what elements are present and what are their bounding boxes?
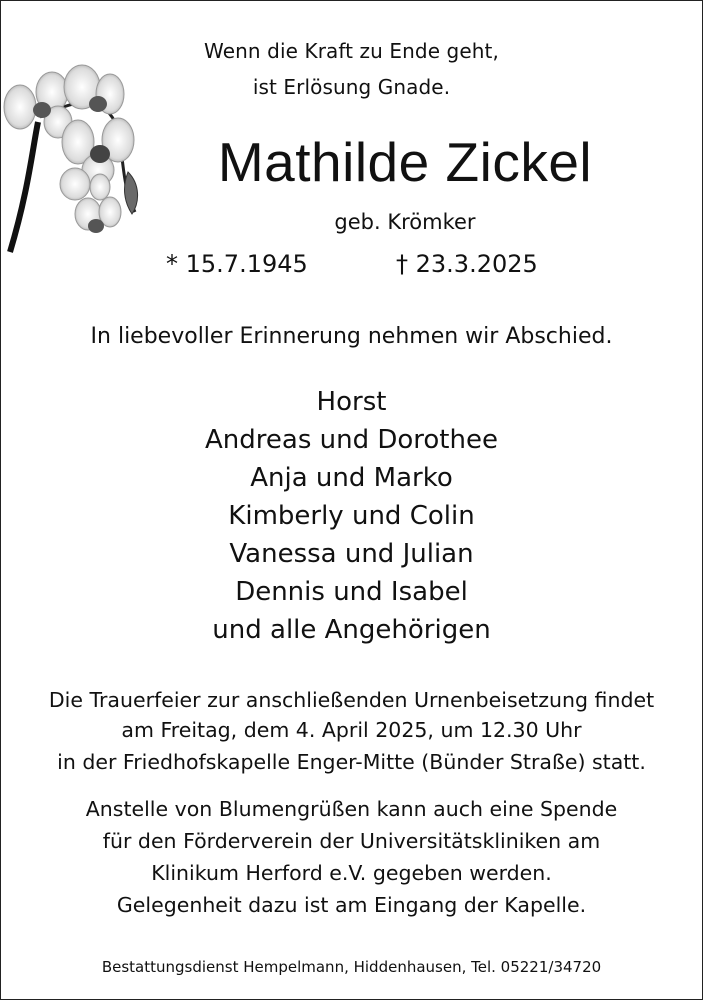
donation-line: Klinikum Herford e.V. gegeben werden. <box>151 861 552 885</box>
death-date: † 23.3.2025 <box>396 250 538 278</box>
family-member: und alle Angehörigen <box>212 615 491 645</box>
maiden-name: geb. Krömker <box>334 210 476 234</box>
birth-date: * 15.7.1945 <box>166 250 308 278</box>
intro-text: In liebevoller Erinnerung nehmen wir Abschied. <box>90 324 613 349</box>
ceremony-line: Die Trauerfeier zur anschließenden Urnenbeisetzung findet <box>48 688 655 712</box>
funeral-home-footer: Bestattungsdienst Hempelmann, Hiddenhausen, Tel. 05221/34720 <box>101 958 602 976</box>
family-member: Vanessa und Julian <box>229 539 474 569</box>
motto-line-1: Wenn die Kraft zu Ende geht, <box>204 39 499 63</box>
ceremony-line: in der Friedhofskapelle Enger-Mitte (Bünder Straße) statt. <box>57 750 646 774</box>
donation-line: Anstelle von Blumengrüßen kann auch eine Spende <box>85 797 618 821</box>
family-member: Horst <box>316 387 387 417</box>
ceremony-line: am Freitag, dem 4. April 2025, um 12.30 Uhr <box>121 718 582 742</box>
donation-line: für den Förderverein der Universitätskliniken am <box>102 829 601 853</box>
family-member: Anja und Marko <box>250 463 453 493</box>
family-member: Dennis und Isabel <box>235 577 468 607</box>
family-member: Kimberly und Colin <box>228 501 475 531</box>
family-member: Andreas und Dorothee <box>205 425 498 455</box>
deceased-name: Mathilde Zickel <box>217 131 593 193</box>
donation-line: Gelegenheit dazu ist am Eingang der Kapelle. <box>116 893 587 917</box>
motto-line-2: ist Erlösung Gnade. <box>252 75 451 99</box>
